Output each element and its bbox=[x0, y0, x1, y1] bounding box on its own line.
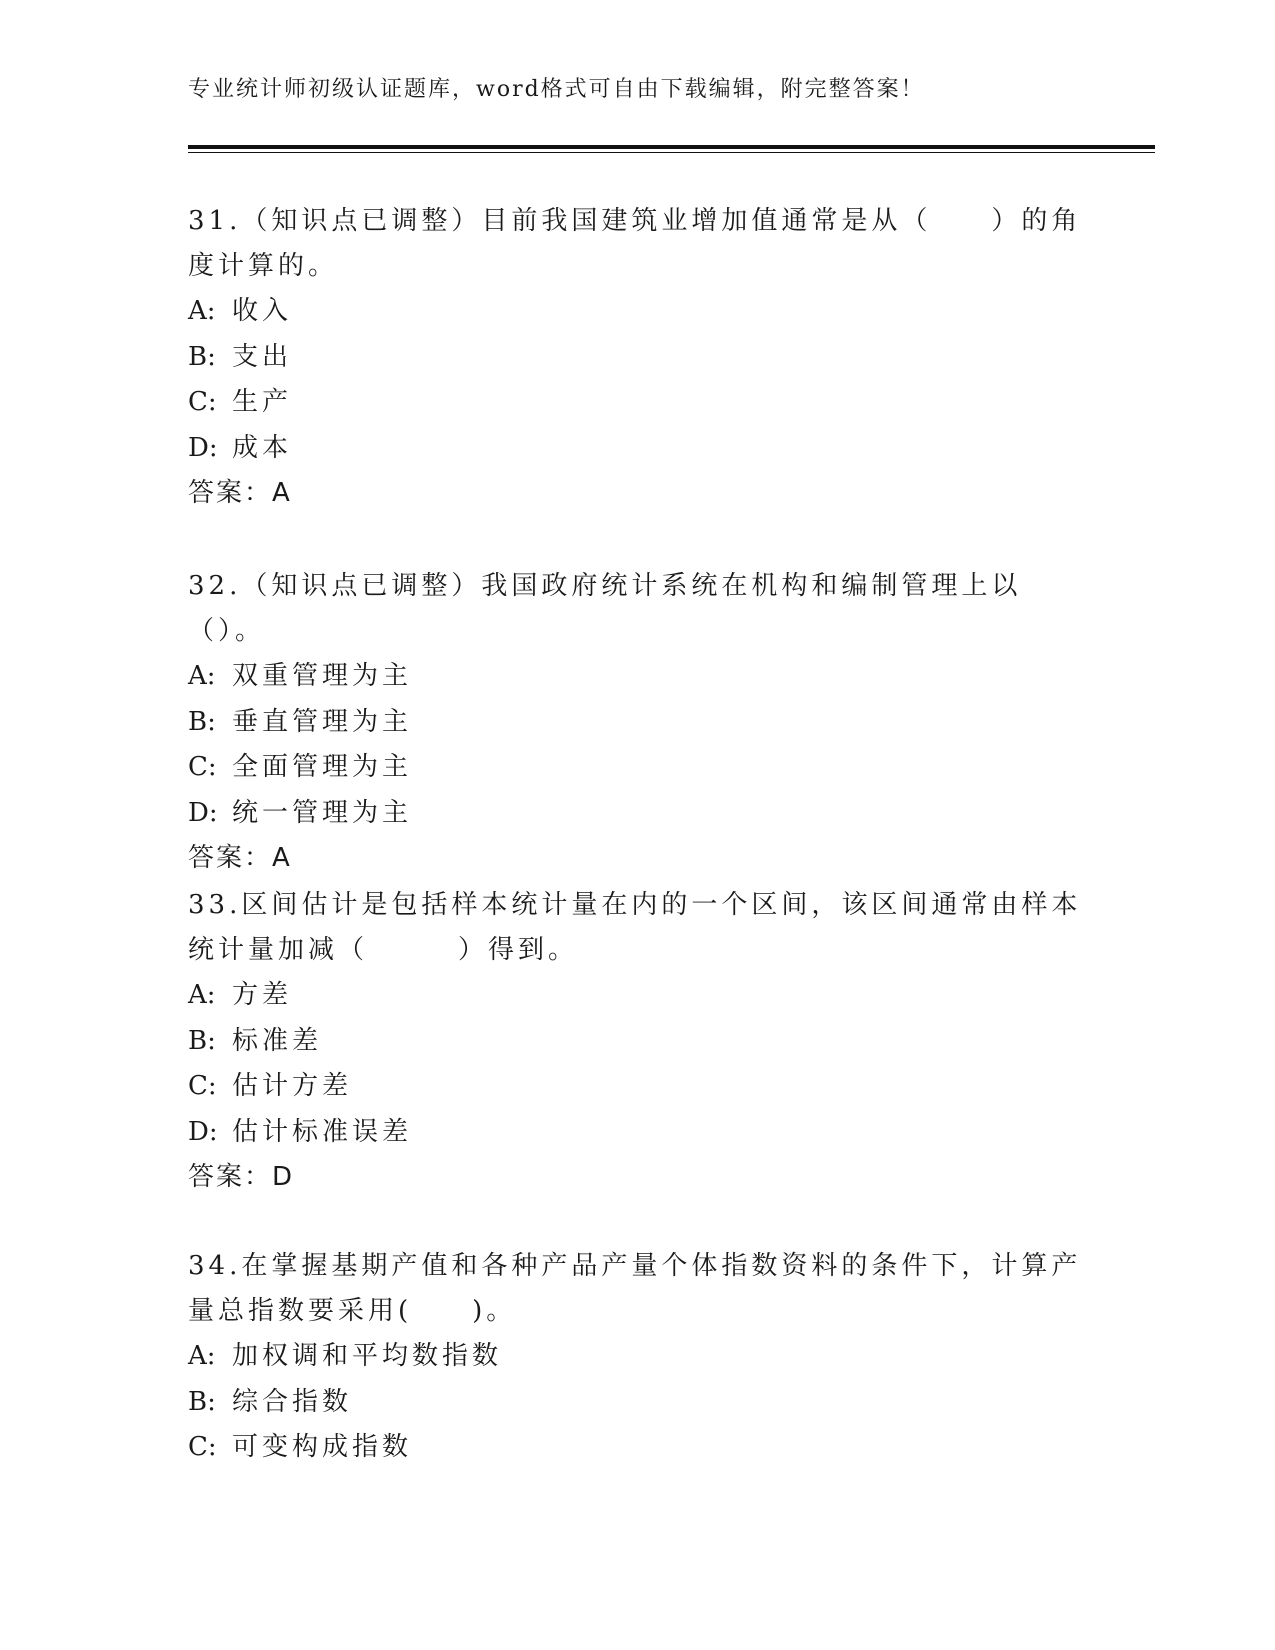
option-text: 成本 bbox=[232, 432, 293, 463]
option-text: 双重管理为主 bbox=[232, 661, 413, 691]
option-c bbox=[188, 1064, 1088, 1110]
option-d bbox=[188, 791, 1088, 837]
answer-line: 答案：A bbox=[188, 478, 292, 508]
option-d bbox=[188, 1110, 1088, 1156]
option-text: 生产 bbox=[232, 387, 293, 417]
question-34 bbox=[188, 1244, 1088, 1471]
option-text: 全面管理为主 bbox=[232, 752, 413, 782]
option-key: B: bbox=[188, 706, 216, 737]
header-rule-thick bbox=[188, 145, 1155, 149]
option-c bbox=[188, 380, 1088, 426]
option-text: 估计标准误差 bbox=[232, 1116, 413, 1147]
option-b bbox=[188, 1019, 1088, 1065]
option-key: C: bbox=[188, 752, 217, 782]
option-a bbox=[188, 1334, 1088, 1380]
option-key: D: bbox=[188, 1116, 218, 1147]
header-rule-thin bbox=[188, 152, 1155, 153]
option-key: A: bbox=[188, 661, 216, 691]
option-key: C: bbox=[188, 1432, 217, 1462]
option-text: 综合指数 bbox=[232, 1386, 353, 1417]
option-key: B: bbox=[188, 1386, 216, 1417]
option-text: 方差 bbox=[232, 980, 293, 1010]
option-key: A: bbox=[188, 296, 216, 326]
option-a bbox=[188, 973, 1088, 1019]
option-b bbox=[188, 1380, 1088, 1426]
option-key: B: bbox=[188, 341, 216, 372]
option-a bbox=[188, 289, 1088, 335]
question-stem: 33.区间估计是包括样本统计量在内的一个区间，该区间通常由样本统计量加减（ ）得到。 bbox=[188, 890, 1082, 965]
question-32 bbox=[188, 564, 1088, 882]
option-key: C: bbox=[188, 1071, 217, 1101]
question-stem: 31.（知识点已调整）目前我国建筑业增加值通常是从（ ）的角度计算的。 bbox=[188, 206, 1082, 281]
answer-line: 答案：A bbox=[188, 843, 292, 873]
option-text: 支出 bbox=[232, 341, 293, 372]
option-b bbox=[188, 335, 1088, 381]
option-d bbox=[188, 426, 1088, 472]
option-c bbox=[188, 1425, 1088, 1471]
question-stem: 32.（知识点已调整）我国政府统计系统在机构和编制管理上以（）。 bbox=[188, 571, 1022, 646]
option-text: 收入 bbox=[232, 296, 293, 326]
document-header: 专业统计师初级认证题库，word格式可自由下载编辑，附完整答案！ bbox=[188, 77, 925, 102]
answer-line: 答案：D bbox=[188, 1162, 295, 1192]
option-c bbox=[188, 745, 1088, 791]
option-text: 可变构成指数 bbox=[232, 1432, 413, 1462]
question-31 bbox=[188, 199, 1088, 517]
option-text: 标准差 bbox=[232, 1025, 323, 1056]
option-key: D: bbox=[188, 432, 218, 463]
option-b bbox=[188, 700, 1088, 746]
option-text: 加权调和平均数指数 bbox=[232, 1341, 503, 1371]
option-key: A: bbox=[188, 1341, 216, 1371]
option-key: C: bbox=[188, 387, 217, 417]
option-key: A: bbox=[188, 980, 216, 1010]
option-text: 统一管理为主 bbox=[232, 797, 413, 828]
option-text: 估计方差 bbox=[232, 1071, 353, 1101]
question-stem: 34.在掌握基期产值和各种产品产量个体指数资料的条件下，计算产量总指数要采用( )。 bbox=[188, 1251, 1082, 1326]
option-a bbox=[188, 654, 1088, 700]
option-key: D: bbox=[188, 797, 218, 828]
option-text: 垂直管理为主 bbox=[232, 706, 413, 737]
option-key: B: bbox=[188, 1025, 216, 1056]
question-33 bbox=[188, 883, 1088, 1201]
